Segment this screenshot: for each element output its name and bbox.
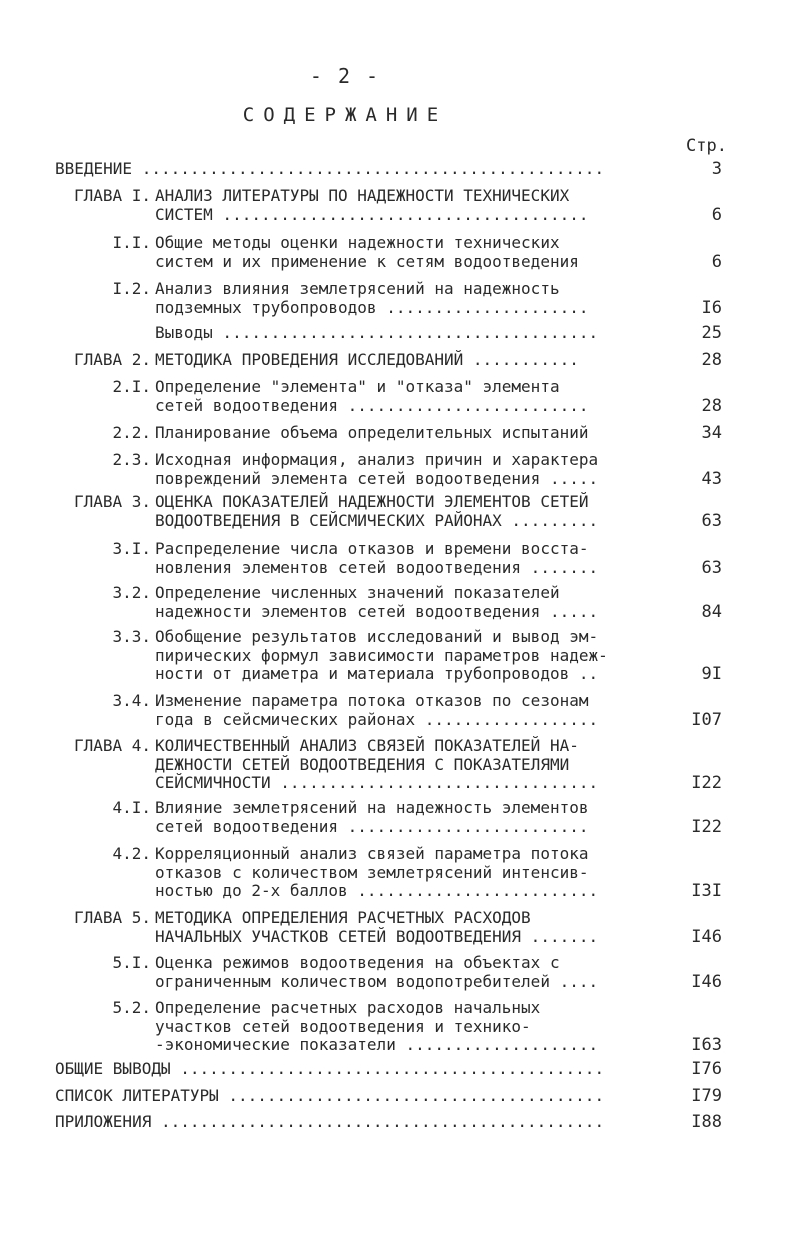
toc-section-number: 4.2.	[112, 844, 151, 863]
toc-entry-line: года в сейсмических районах ..................	[155, 709, 599, 729]
toc-page-number: 6	[711, 251, 722, 272]
toc-entry-line: ОЦЕНКА ПОКАЗАТЕЛЕЙ НАДЕЖНОСТИ ЭЛЕМЕНТОВ СЕТЕЙ	[155, 492, 589, 511]
toc-entry-line: Общие методы оценки надежности технических	[155, 233, 560, 252]
toc-section-number: I.2.	[112, 279, 151, 298]
toc-entry-line: надежности элементов сетей водоотведения .....	[155, 601, 599, 621]
toc-entry-line: МЕТОДИКА ПРОВЕДЕНИЯ ИССЛЕДОВАНИЙ ...........	[155, 350, 579, 369]
toc-page-number: 28	[701, 350, 722, 370]
toc-entry-line: Выводы .......................................	[155, 323, 599, 342]
toc-page-number: I76	[691, 1059, 722, 1079]
toc-entry-line: новления элементов сетей водоотведения .......	[155, 557, 599, 577]
toc-entry-line: ОБЩИЕ ВЫВОДЫ ............................................	[55, 1059, 605, 1078]
toc-page-number: I3I	[691, 881, 722, 901]
toc-page-number: I88	[691, 1112, 722, 1132]
toc-page-number: 43	[701, 468, 722, 489]
toc-page-number: I07	[691, 709, 722, 730]
toc-page-number: I22	[691, 816, 722, 837]
toc-page-number: I46	[691, 926, 722, 947]
page-title: СОДЕРЖАНИЕ	[242, 104, 448, 126]
toc-chapter-number: ГЛАВА 2.	[73, 350, 151, 369]
toc-page-number: 34	[701, 423, 722, 443]
toc-entry-line: отказов с количеством землетрясений интенсив-	[155, 862, 589, 882]
toc-entry-line: сетей водоотведения .........................	[155, 395, 589, 415]
toc-section-number: 2.I.	[112, 377, 151, 396]
toc-entry-line: Изменение параметра потока отказов по сезонам	[155, 691, 589, 710]
toc-entry-line: Определение "элемента" и "отказа" элемента	[155, 377, 560, 396]
toc-page-number: I22	[691, 773, 722, 793]
toc-entry-line: ДЕЖНОСТИ СЕТЕЙ ВОДООТВЕДЕНИЯ С ПОКАЗАТЕЛЯМИ	[155, 754, 570, 774]
toc-section-number: 4.I.	[112, 798, 151, 817]
toc-entry-line: ограниченным количеством водопотребителей ....	[155, 971, 599, 991]
toc-entry-line: Определение численных значений показателей	[155, 583, 560, 602]
toc-page-number: I6	[701, 297, 722, 318]
toc-page-number: 9I	[701, 664, 722, 684]
toc-page-number: 3	[711, 159, 722, 179]
toc-entry-line: МЕТОДИКА ОПРЕДЕЛЕНИЯ РАСЧЕТНЫХ РАСХОДОВ	[155, 908, 531, 927]
toc-entry-line: Исходная информация, анализ причин и характера	[155, 450, 599, 469]
toc-entry-line: участков сетей водоотведения и технико-	[155, 1016, 531, 1036]
toc-section-number: 2.2.	[112, 423, 151, 442]
toc-entry-line: Определение расчетных расходов начальных	[155, 998, 541, 1017]
toc-chapter-number: ГЛАВА 3.	[73, 492, 151, 511]
toc-page-number: 28	[701, 395, 722, 416]
toc-entry-line: Влияние землетрясений на надежность элементов	[155, 798, 589, 817]
toc-page-number: 25	[701, 323, 722, 343]
toc-entry-line: АНАЛИЗ ЛИТЕРАТУРЫ ПО НАДЕЖНОСТИ ТЕХНИЧЕСКИХ	[155, 186, 570, 205]
toc-page-number: I79	[691, 1086, 722, 1106]
toc-entry-line: ВВЕДЕНИЕ ................................................	[55, 159, 605, 178]
toc-section-number: 3.4.	[112, 691, 151, 710]
toc-section-number: 3.3.	[112, 627, 151, 646]
toc-section-number: 5.I.	[112, 953, 151, 972]
toc-entry-line: Анализ влияния землетрясений на надежность	[155, 279, 560, 298]
toc-entry-line: пирических формул зависимости параметров надеж-	[155, 645, 608, 665]
toc-page-number: 63	[701, 557, 722, 578]
toc-page-number: 63	[701, 510, 722, 531]
toc-entry-line: повреждений элемента сетей водоотведения .....	[155, 468, 599, 488]
toc-entry-line: ности от диаметра и материала трубопроводов ..	[155, 664, 599, 683]
toc-entry-line: -экономические показатели ....................	[155, 1035, 599, 1054]
toc-entry-line: СЕЙСМИЧНОСТИ .................................	[155, 773, 599, 792]
toc-page-number: 84	[701, 601, 722, 622]
toc-entry-line: Планирование объема определительных испытаний	[155, 423, 589, 442]
toc-page-number: I63	[691, 1035, 722, 1055]
toc-page-number: 6	[711, 204, 722, 225]
toc-entry-line: систем и их применение к сетям водоотведения	[155, 251, 579, 271]
toc-page-number: I46	[691, 971, 722, 992]
toc-section-number: 3.I.	[112, 539, 151, 558]
toc-chapter-number: ГЛАВА I.	[73, 186, 151, 205]
toc-entry-line: Оценка режимов водоотведения на объектах с	[155, 953, 560, 972]
toc-section-number: I.I.	[112, 233, 151, 252]
toc-entry-line: Распределение числа отказов и времени восста-	[155, 539, 589, 558]
page-number: - 2 -	[309, 64, 381, 88]
page-column-label: Стр.	[686, 136, 727, 156]
toc-section-number: 5.2.	[112, 998, 151, 1017]
toc-entry-line: НАЧАЛЬНЫХ УЧАСТКОВ СЕТЕЙ ВОДООТВЕДЕНИЯ .......	[155, 926, 599, 946]
toc-chapter-number: ГЛАВА 4.	[73, 736, 151, 755]
toc-entry-line: СИСТЕМ ......................................	[155, 204, 589, 224]
toc-section-number: 3.2.	[112, 583, 151, 602]
toc-entry-line: сетей водоотведения .........................	[155, 816, 589, 836]
toc-entry-line: КОЛИЧЕСТВЕННЫЙ АНАЛИЗ СВЯЗЕЙ ПОКАЗАТЕЛЕЙ НА-	[155, 736, 579, 755]
toc-entry-line: ВОДООТВЕДЕНИЯ В СЕЙСМИЧЕСКИХ РАЙОНАХ .........	[155, 510, 599, 530]
toc-entry-line: Обобщение результатов исследований и вывод эм-	[155, 627, 599, 646]
toc-entry-line: ностью до 2-х баллов .........................	[155, 881, 599, 900]
toc-entry-line: ПРИЛОЖЕНИЯ ..............................................	[55, 1112, 605, 1131]
toc-entry-line: Корреляционный анализ связей параметра потока	[155, 844, 589, 863]
toc-section-number: 2.3.	[112, 450, 151, 469]
toc-entry-line: СПИСОК ЛИТЕРАТУРЫ .......................................	[55, 1086, 605, 1105]
toc-entry-line: подземных трубопроводов .....................	[155, 297, 589, 317]
toc-chapter-number: ГЛАВА 5.	[73, 908, 151, 927]
